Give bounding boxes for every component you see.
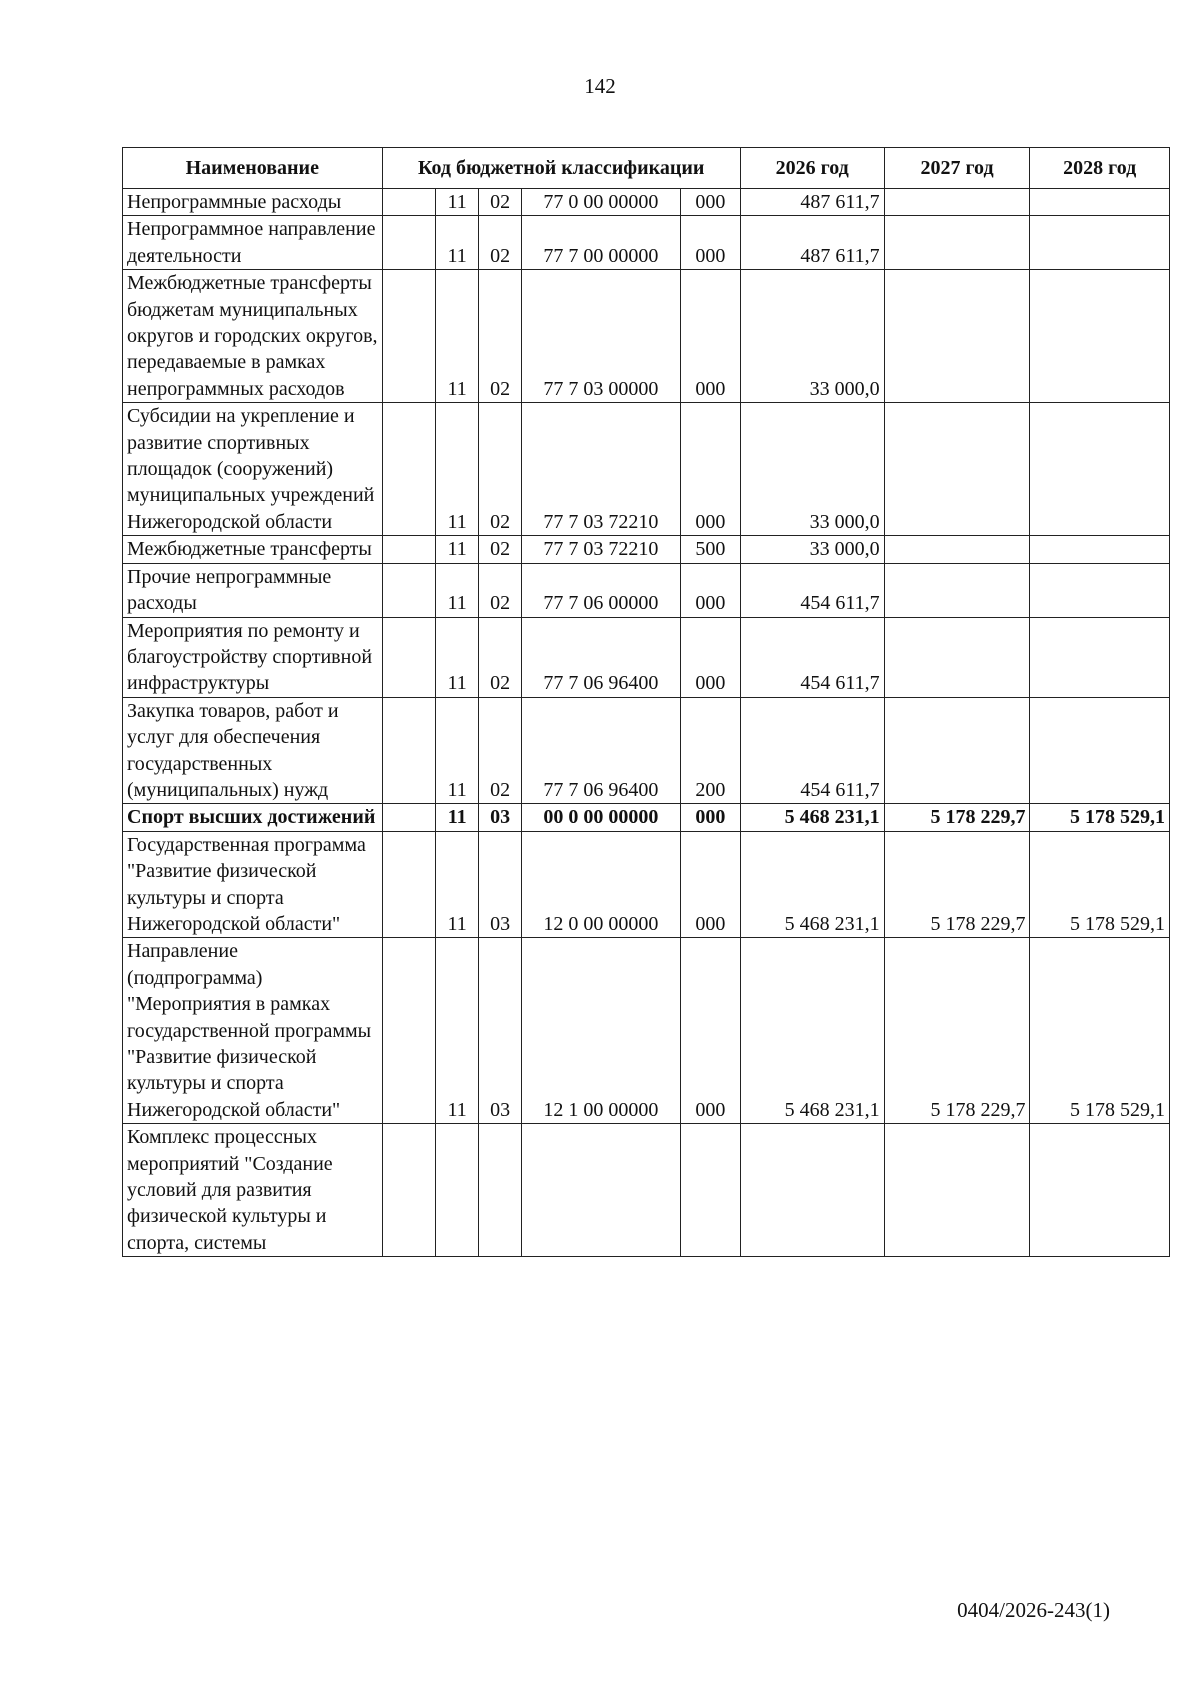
value-2027 xyxy=(884,189,1030,216)
code-subsection: 02 xyxy=(479,563,522,617)
code-col-0 xyxy=(382,938,436,1124)
code-expense-type: 000 xyxy=(680,938,740,1124)
row-name: Непрограммные расходы xyxy=(123,189,383,216)
table-row xyxy=(123,403,1170,536)
value-2026: 33 000,0 xyxy=(740,270,884,403)
header-2027: 2027 год xyxy=(884,148,1030,189)
table-row xyxy=(123,804,1170,831)
code-target-article: 77 0 00 00000 xyxy=(522,189,681,216)
row-name: Спорт высших достижений xyxy=(123,804,383,831)
row-name: Государственная программа "Развитие физической культуры и спорта Нижегородской области" xyxy=(123,831,383,938)
table-row xyxy=(123,270,1170,403)
value-2026 xyxy=(740,1124,884,1257)
value-2027 xyxy=(884,617,1030,697)
row-name: Межбюджетные трансферты бюджетам муниципальных округов и городских округов, передаваемые в рамках непрограммных расходов xyxy=(123,270,383,403)
table-body xyxy=(123,189,1170,1257)
value-2028 xyxy=(1030,617,1170,697)
value-2026: 454 611,7 xyxy=(740,617,884,697)
code-expense-type: 000 xyxy=(680,403,740,536)
table-row xyxy=(123,697,1170,804)
table-row xyxy=(123,189,1170,216)
code-subsection: 02 xyxy=(479,403,522,536)
code-expense-type xyxy=(680,1124,740,1257)
code-target-article: 77 7 06 00000 xyxy=(522,563,681,617)
code-expense-type: 000 xyxy=(680,617,740,697)
row-name: Непрограммное направление деятельности xyxy=(123,216,383,270)
table-header-row xyxy=(123,148,1170,189)
value-2028 xyxy=(1030,403,1170,536)
code-expense-type: 000 xyxy=(680,804,740,831)
code-subsection: 03 xyxy=(479,831,522,938)
code-section: 11 xyxy=(436,697,479,804)
header-code: Код бюджетной классификации xyxy=(382,148,740,189)
value-2026: 487 611,7 xyxy=(740,189,884,216)
value-2026: 487 611,7 xyxy=(740,216,884,270)
code-expense-type: 000 xyxy=(680,563,740,617)
code-section: 11 xyxy=(436,617,479,697)
value-2028: 5 178 529,1 xyxy=(1030,804,1170,831)
value-2028 xyxy=(1030,697,1170,804)
code-expense-type: 000 xyxy=(680,270,740,403)
row-name: Направление (подпрограмма) "Мероприятия в рамках государственной программы "Развитие физической культуры и спорта Нижегородской области" xyxy=(123,938,383,1124)
code-section xyxy=(436,1124,479,1257)
code-subsection: 03 xyxy=(479,804,522,831)
code-section: 11 xyxy=(436,563,479,617)
value-2026: 454 611,7 xyxy=(740,563,884,617)
value-2028: 5 178 529,1 xyxy=(1030,938,1170,1124)
code-target-article: 77 7 03 72210 xyxy=(522,403,681,536)
value-2027 xyxy=(884,697,1030,804)
value-2026: 33 000,0 xyxy=(740,403,884,536)
code-col-0 xyxy=(382,536,436,563)
code-expense-type: 000 xyxy=(680,189,740,216)
value-2027 xyxy=(884,1124,1030,1257)
value-2028: 5 178 529,1 xyxy=(1030,831,1170,938)
value-2028 xyxy=(1030,1124,1170,1257)
code-subsection: 02 xyxy=(479,216,522,270)
code-col-0 xyxy=(382,563,436,617)
value-2027 xyxy=(884,536,1030,563)
code-section: 11 xyxy=(436,216,479,270)
value-2026: 33 000,0 xyxy=(740,536,884,563)
code-target-article: 77 7 00 00000 xyxy=(522,216,681,270)
code-expense-type: 200 xyxy=(680,697,740,804)
table-row xyxy=(123,617,1170,697)
table-row xyxy=(123,1124,1170,1257)
value-2028 xyxy=(1030,189,1170,216)
table-row xyxy=(123,216,1170,270)
code-col-0 xyxy=(382,216,436,270)
value-2028 xyxy=(1030,216,1170,270)
code-col-0 xyxy=(382,1124,436,1257)
code-col-0 xyxy=(382,617,436,697)
code-section: 11 xyxy=(436,403,479,536)
code-col-0 xyxy=(382,804,436,831)
code-target-article: 12 0 00 00000 xyxy=(522,831,681,938)
code-subsection: 02 xyxy=(479,270,522,403)
document-code: 0404/2026-243(1) xyxy=(957,1598,1110,1622)
code-subsection: 02 xyxy=(479,617,522,697)
value-2027: 5 178 229,7 xyxy=(884,938,1030,1124)
table-row xyxy=(123,536,1170,563)
code-section: 11 xyxy=(436,189,479,216)
code-section: 11 xyxy=(436,270,479,403)
row-name: Закупка товаров, работ и услуг для обеспечения государственных (муниципальных) нужд xyxy=(123,697,383,804)
value-2027: 5 178 229,7 xyxy=(884,804,1030,831)
code-col-0 xyxy=(382,831,436,938)
code-subsection xyxy=(479,1124,522,1257)
budget-table xyxy=(122,147,1170,1257)
value-2026: 5 468 231,1 xyxy=(740,804,884,831)
value-2026: 454 611,7 xyxy=(740,697,884,804)
value-2027 xyxy=(884,563,1030,617)
code-subsection: 02 xyxy=(479,189,522,216)
code-target-article: 12 1 00 00000 xyxy=(522,938,681,1124)
code-subsection: 03 xyxy=(479,938,522,1124)
row-name: Прочие непрограммные расходы xyxy=(123,563,383,617)
code-col-0 xyxy=(382,270,436,403)
header-2028: 2028 год xyxy=(1030,148,1170,189)
value-2028 xyxy=(1030,270,1170,403)
code-col-0 xyxy=(382,697,436,804)
value-2026: 5 468 231,1 xyxy=(740,938,884,1124)
budget-table-container xyxy=(122,147,1170,1257)
value-2027 xyxy=(884,403,1030,536)
code-target-article: 77 7 03 00000 xyxy=(522,270,681,403)
code-subsection: 02 xyxy=(479,697,522,804)
code-expense-type: 000 xyxy=(680,216,740,270)
value-2027: 5 178 229,7 xyxy=(884,831,1030,938)
code-target-article: 77 7 06 96400 xyxy=(522,617,681,697)
code-section: 11 xyxy=(436,938,479,1124)
table-row xyxy=(123,938,1170,1124)
header-2026: 2026 год xyxy=(740,148,884,189)
value-2028 xyxy=(1030,563,1170,617)
code-col-0 xyxy=(382,189,436,216)
code-target-article: 00 0 00 00000 xyxy=(522,804,681,831)
code-section: 11 xyxy=(436,536,479,563)
code-subsection: 02 xyxy=(479,536,522,563)
value-2028 xyxy=(1030,536,1170,563)
code-expense-type: 000 xyxy=(680,831,740,938)
code-target-article: 77 7 06 96400 xyxy=(522,697,681,804)
value-2026: 5 468 231,1 xyxy=(740,831,884,938)
row-name: Комплекс процессных мероприятий "Создание условий для развития физической культуры и спорта, системы xyxy=(123,1124,383,1257)
value-2027 xyxy=(884,216,1030,270)
code-col-0 xyxy=(382,403,436,536)
code-section: 11 xyxy=(436,831,479,938)
value-2027 xyxy=(884,270,1030,403)
code-section: 11 xyxy=(436,804,479,831)
page-number: 142 xyxy=(584,74,616,98)
row-name: Межбюджетные трансферты xyxy=(123,536,383,563)
row-name: Субсидии на укрепление и развитие спортивных площадок (сооружений) муниципальных учреждений Нижегородской области xyxy=(123,403,383,536)
table-row xyxy=(123,831,1170,938)
code-target-article: 77 7 03 72210 xyxy=(522,536,681,563)
row-name: Мероприятия по ремонту и благоустройству спортивной инфраструктуры xyxy=(123,617,383,697)
code-target-article xyxy=(522,1124,681,1257)
table-row xyxy=(123,563,1170,617)
header-name: Наименование xyxy=(123,148,383,189)
code-expense-type: 500 xyxy=(680,536,740,563)
